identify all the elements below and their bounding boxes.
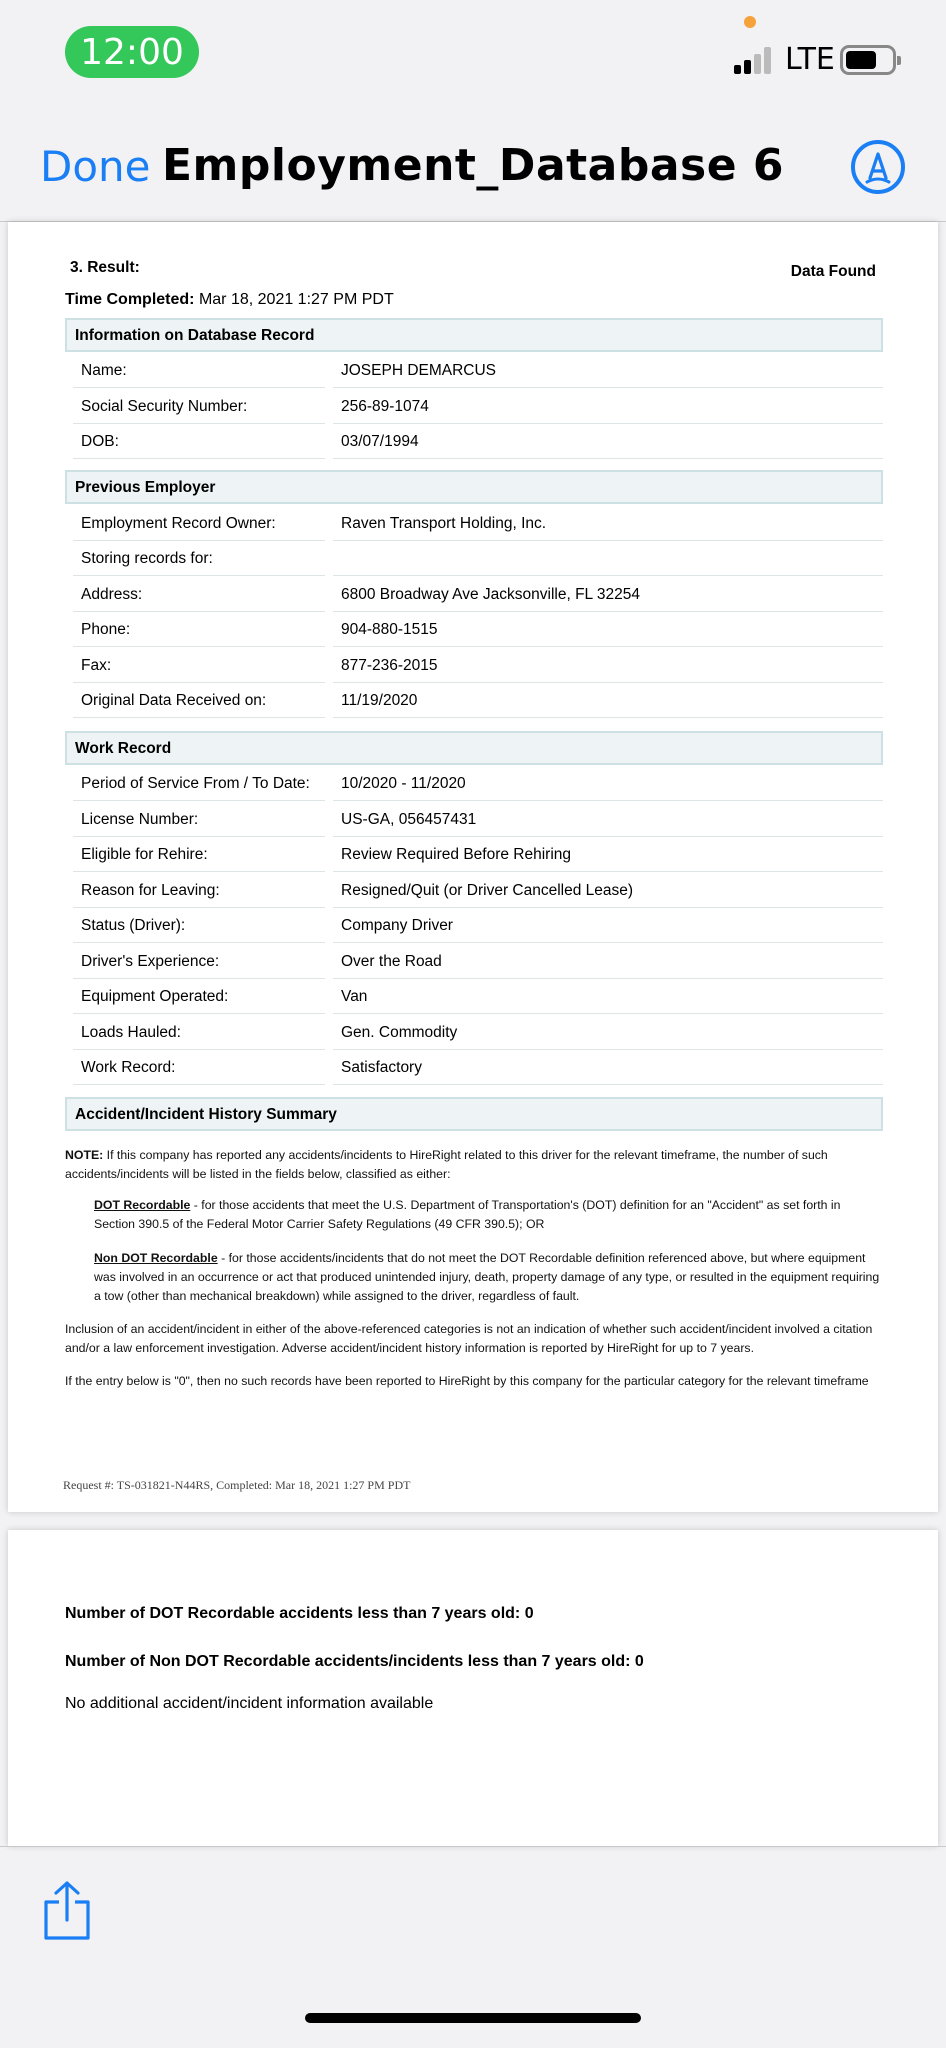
dot-label: DOT Recordable [94, 1198, 191, 1212]
toolbar-divider [0, 1846, 946, 1847]
section-work-header: Work Record [65, 731, 883, 765]
zero-entry-paragraph: If the entry below is "0", then no such records have been reported to HireRight by this company for the particular category for the relevant timeframe [65, 1374, 869, 1388]
record-row [65, 682, 883, 718]
record-row [65, 872, 883, 908]
record-field-value: Company Driver [341, 917, 453, 934]
share-icon[interactable] [42, 1880, 92, 1942]
record-field-value: US-GA, 056457431 [341, 810, 477, 828]
record-field-label: Reason for Leaving: [81, 881, 220, 899]
record-field-label: Driver's Experience: [81, 952, 220, 970]
record-row [65, 836, 883, 872]
mic-indicator-dot [744, 16, 756, 28]
record-field-label: License Number: [81, 810, 199, 828]
record-field-value: JOSEPH DEMARCUS [341, 362, 497, 379]
record-row [65, 765, 883, 801]
record-row [65, 801, 883, 837]
row-divider [333, 1084, 883, 1085]
record-field-value: 904-880-1515 [341, 621, 438, 639]
dot-count: Number of DOT Recordable accidents less than 7 years old: 0 [65, 1605, 534, 1622]
markup-pen-icon[interactable] [851, 140, 905, 194]
row-divider [73, 717, 325, 718]
nondot-text: - for those accidents/incidents that do not meet the DOT Recordable definition referenced above, but where equipment was involved in an occurrence or act that produced unintended injury, death, property damage of any type, or resulted in the equipment requiring a tow (other than mechanical breakdown) while assigned to the driver, regardless of fault. [94, 1251, 880, 1303]
record-field-value: Gen. Commodity [341, 1023, 458, 1041]
inclusion-paragraph: Inclusion of an accident/incident in either of the above-referenced categories is not an indication of whether such accident/incident involved a citation and/or a law enforcement investigation. Adverse accident/incident history information is reported by HireRight for up to 7 years. [65, 1322, 873, 1355]
record-field-value: Satisfactory [341, 1059, 422, 1076]
result-value: Data Found [790, 263, 876, 280]
record-field-label: Original Data Received on: [81, 692, 267, 709]
home-indicator[interactable] [305, 2013, 641, 2023]
record-field-label: Fax: [81, 656, 112, 674]
record-field-label: Address: [81, 585, 143, 603]
done-button[interactable]: Done [40, 142, 151, 191]
note-label: NOTE: [65, 1148, 104, 1162]
nondot-count: Number of Non DOT Recordable accidents/incidents less than 7 years old: 0 [65, 1653, 644, 1670]
record-field-label: DOB: [81, 433, 119, 450]
result-label: 3. Result: [70, 259, 140, 276]
section-info-header: Information on Database Record [65, 318, 883, 352]
record-row [65, 352, 883, 388]
record-field-value: 10/2020 - 11/2020 [341, 775, 466, 792]
record-row [65, 611, 883, 647]
nondot-definition [94, 1249, 884, 1306]
record-row [65, 540, 883, 576]
time-completed [65, 291, 394, 309]
row-divider [333, 458, 883, 459]
record-field-label: Employment Record Owner: [81, 515, 276, 532]
record-field-label: Eligible for Rehire: [81, 846, 208, 863]
record-field-label: Status (Driver): [81, 917, 186, 934]
record-row [65, 423, 883, 459]
record-row [65, 907, 883, 943]
time-completed-label: Time Completed: [65, 291, 195, 308]
record-field-label: Equipment Operated: [81, 988, 229, 1005]
record-row [65, 1014, 883, 1050]
record-field-value: 877-236-2015 [341, 656, 438, 674]
record-field-label: Period of Service From / To Date: [81, 775, 310, 792]
record-field-value: Raven Transport Holding, Inc. [341, 515, 547, 532]
record-field-label: Social Security Number: [81, 397, 248, 415]
record-row [65, 647, 883, 683]
record-row [65, 576, 883, 612]
record-field-value: Over the Road [341, 952, 442, 970]
record-field-label: Phone: [81, 621, 131, 639]
record-row [65, 505, 883, 541]
note-text: If this company has reported any accidents/incidents to HireRight related to this driver for the relevant timeframe, the number of such accidents/incidents will be listed in the fields below, classified as either: [65, 1148, 828, 1181]
section-employer-header: Previous Employer [65, 470, 883, 504]
record-field-value: Resigned/Quit (or Driver Cancelled Lease) [341, 881, 634, 899]
section-accident-header: Accident/Incident History Summary [65, 1097, 883, 1131]
network-type: LTE [785, 42, 835, 77]
record-field-value: 6800 Broadway Ave Jacksonville, FL 32254 [341, 585, 640, 603]
record-field-value: Review Required Before Rehiring [341, 846, 572, 863]
record-field-value: 03/07/1994 [341, 433, 419, 450]
record-field-label: Loads Hauled: [81, 1023, 181, 1041]
record-row [65, 978, 883, 1014]
record-row [65, 388, 883, 424]
document-title: Employment_Database 6 [161, 140, 785, 191]
record-field-value: 256-89-1074 [341, 397, 429, 415]
record-field-label: Work Record: [81, 1059, 176, 1076]
signal-strength-icon [734, 46, 776, 74]
row-divider [333, 717, 883, 718]
status-time: 12:00 [65, 26, 199, 78]
row-divider [73, 458, 325, 459]
document-page-2[interactable] [8, 1530, 938, 1846]
record-row [65, 943, 883, 979]
time-completed-value: Mar 18, 2021 1:27 PM PDT [198, 291, 394, 308]
record-row [65, 1049, 883, 1085]
row-divider [73, 1084, 325, 1085]
dot-text: - for those accidents that meet the U.S. Department of Transportation's (DOT) definition for an "Accident" as set forth in Section 390.5 of the Federal Motor Carrier Safety Regulations (49 CFR 390.5); OR [94, 1198, 841, 1231]
record-field-label: Storing records for: [81, 550, 213, 568]
note-paragraph [65, 1146, 880, 1184]
record-field-value: Van [341, 988, 368, 1005]
battery-icon [840, 45, 896, 75]
record-field-label: Name: [81, 362, 127, 379]
record-field-value: 11/19/2020 [341, 692, 418, 709]
nondot-label: Non DOT Recordable [94, 1251, 218, 1265]
dot-definition [94, 1196, 880, 1234]
request-footer: Request #: TS-031821-N44RS, Completed: Mar 18, 2021 1:27 PM PDT [63, 1478, 411, 1492]
no-additional-info: No additional accident/incident information available [65, 1695, 434, 1712]
